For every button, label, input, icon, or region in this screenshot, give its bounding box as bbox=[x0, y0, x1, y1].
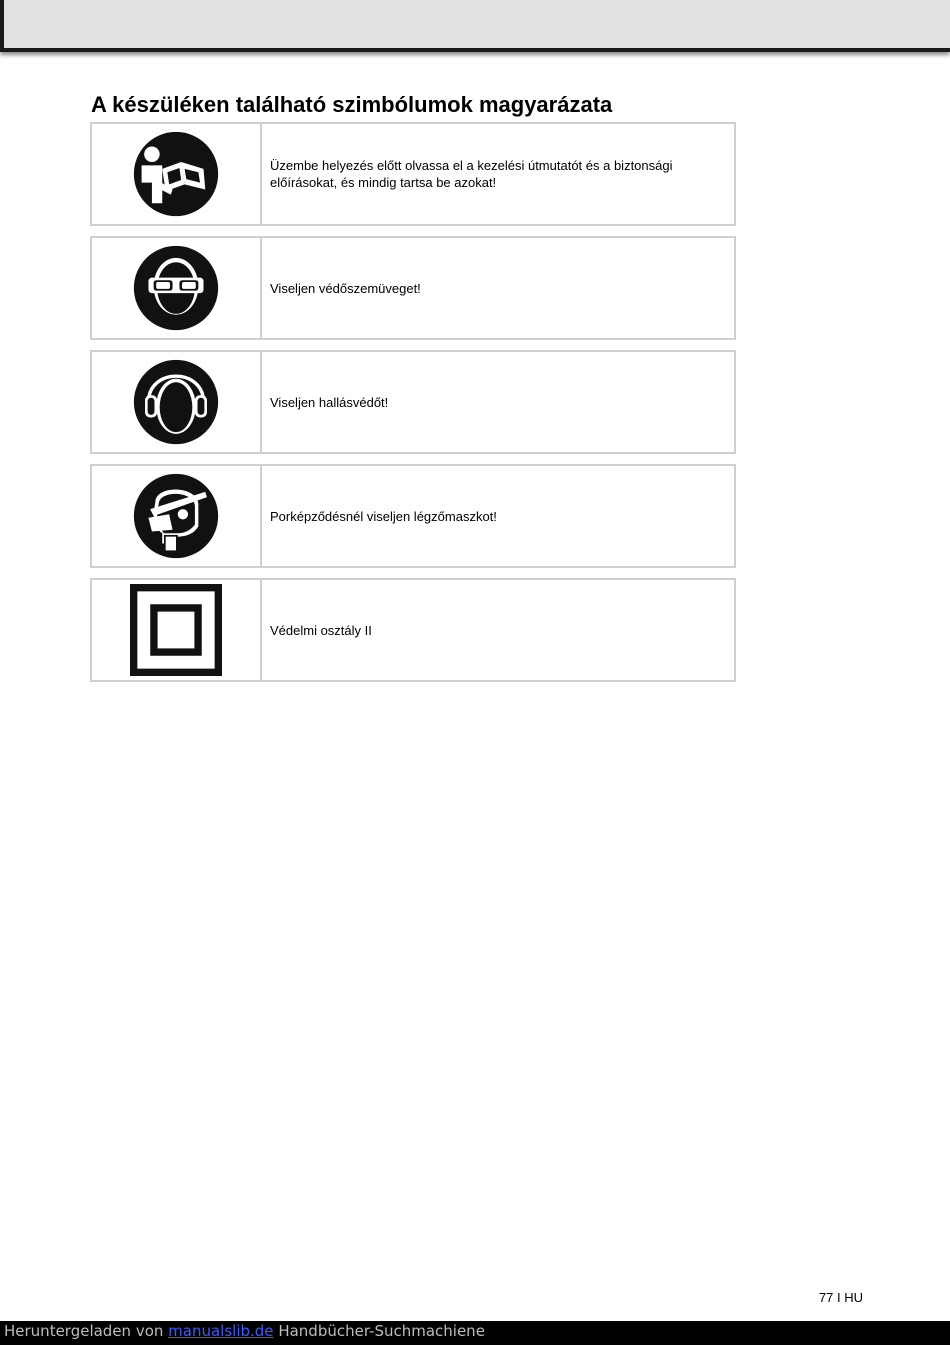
symbol-description: Viseljen hallásvédőt! bbox=[270, 394, 389, 410]
header-bar bbox=[0, 0, 950, 52]
footer-bar bbox=[0, 1321, 950, 1345]
symbol-table bbox=[90, 122, 736, 692]
respirator-mask-icon bbox=[133, 473, 219, 559]
symbol-row bbox=[90, 236, 736, 340]
protection-class-ii-icon bbox=[130, 584, 222, 676]
symbol-description: Védelmi osztály II bbox=[270, 622, 372, 638]
read-manual-icon bbox=[133, 131, 219, 217]
footer-suffix: Handbücher-Suchmachiene bbox=[273, 1322, 485, 1340]
safety-goggles-icon bbox=[133, 245, 219, 331]
symbol-row bbox=[90, 122, 736, 226]
icon-cell bbox=[92, 124, 262, 224]
ear-protection-icon bbox=[133, 359, 219, 445]
page-title: A készüléken található szimbólumok magyarázata bbox=[91, 92, 613, 117]
symbol-row bbox=[90, 464, 736, 568]
footer-prefix: Heruntergeladen von bbox=[4, 1322, 169, 1340]
symbol-row bbox=[90, 350, 736, 454]
symbol-row bbox=[90, 578, 736, 682]
symbol-description: Üzembe helyezés előtt olvassa el a kezelési útmutatót és a biztonsági előírásokat, és mindig tartsa be azokat! bbox=[270, 158, 673, 190]
icon-cell bbox=[92, 352, 262, 452]
symbol-description: Porképződésnél viseljen légzőmaszkot! bbox=[270, 508, 497, 524]
icon-cell bbox=[92, 238, 262, 338]
symbol-description: Viseljen védőszemüveget! bbox=[270, 280, 421, 296]
icon-cell bbox=[92, 580, 262, 680]
page-number: 77 I HU bbox=[818, 1290, 863, 1305]
icon-cell bbox=[92, 466, 262, 566]
manualslib-link[interactable]: manualslib.de bbox=[168, 1322, 274, 1340]
